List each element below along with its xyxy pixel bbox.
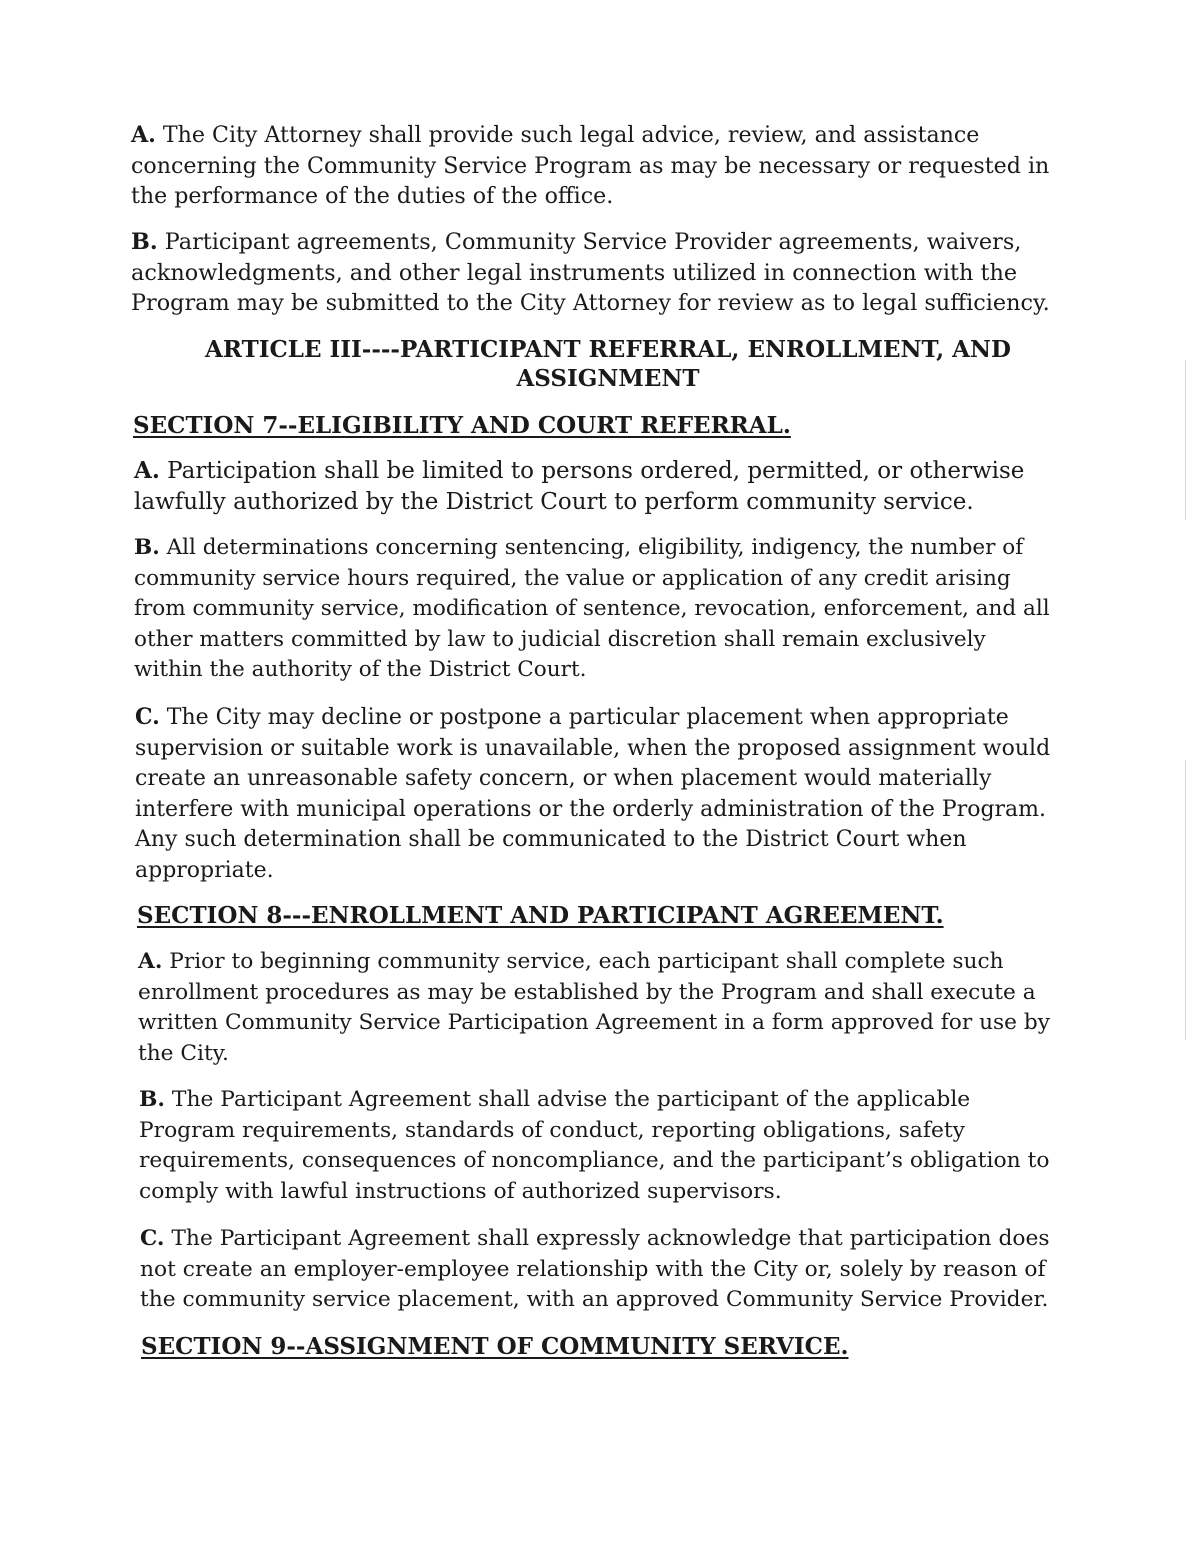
paragraph-text: written Community Service Participation Agreement in a form approved for use by [138,1010,1051,1035]
article-heading [0,335,1200,393]
article-heading-line: ASSIGNMENT [516,365,700,392]
paragraph-text: not create an employer-employee relationship with the City or, solely by reason of [140,1256,1046,1282]
item-letter: A. [131,122,156,148]
paragraph-text: within the authority of the District Court. [134,657,587,682]
paragraph-text: supervision or suitable work is unavailable, when the proposed assignment would [135,735,1051,761]
paragraph-text: appropriate. [135,857,274,883]
section-7-paragraph-a [134,456,1024,517]
paragraph-b-legal-instruments [131,227,1050,319]
article-heading-line: ARTICLE III----PARTICIPANT REFERRAL, ENROLLMENT, AND [205,336,1011,363]
item-letter: B. [131,229,158,255]
paragraph-text: concerning the Community Service Program as may be necessary or requested in [131,152,1050,179]
section-8-paragraph-c [140,1224,1050,1316]
section-8-paragraph-b [139,1085,1049,1207]
paragraph-text: acknowledgments, and other legal instruments utilized in connection with the [131,259,1018,286]
paragraph-text: comply with lawful instructions of authorized supervisors. [139,1178,782,1204]
paragraph-text: create an unreasonable safety concern, or when placement would materially [135,766,992,791]
paragraph-text: Participant agreements, Community Service Provider agreements, waivers, [157,229,1022,255]
paragraph-a-city-attorney [131,120,1049,212]
item-letter: B. [139,1087,165,1112]
paragraph-text: The Participant Agreement shall advise the participant of the applicable [165,1087,971,1112]
paragraph-text: Any such determination shall be communicated to the District Court when [135,827,967,852]
paragraph-text: enrollment procedures as may be established by the Program and shall execute a [138,979,1036,1005]
scan-edge-mark [1185,760,1186,1040]
paragraph-text: requirements, consequences of noncompliance, and the participant’s obligation to [139,1148,1050,1173]
paragraph-text: the City. [138,1040,229,1066]
section-7-paragraph-c [135,702,1050,886]
paragraph-text: Prior to beginning community service, each participant shall complete such [162,949,1004,974]
section-7-paragraph-b [134,533,1050,686]
paragraph-text: Program may be submitted to the City Attorney for review as to legal sufficiency. [131,290,1050,316]
paragraph-text: Participation shall be limited to persons ordered, permitted, or otherwise [159,458,1025,484]
paragraph-text: The City may decline or postpone a particular placement when appropriate [159,705,1009,730]
paragraph-text: Program requirements, standards of conduct, reporting obligations, safety [139,1117,965,1143]
paragraph-text: The City Attorney shall provide such legal advice, review, and assistance [155,122,980,148]
item-letter: A. [138,949,163,974]
paragraph-text: from community service, modification of sentence, revocation, enforcement, and all [134,596,1050,621]
paragraph-text: The Participant Agreement shall expressly acknowledge that participation does [164,1226,1050,1251]
item-letter: C. [135,704,160,730]
paragraph-text: interfere with municipal operations or the orderly administration of the Program. [135,796,1047,822]
section-9-heading: SECTION 9--ASSIGNMENT OF COMMUNITY SERVICE. [141,1333,849,1360]
paragraph-text: lawfully authorized by the District Court to perform community service. [134,488,974,515]
section-7-heading: SECTION 7--ELIGIBILITY AND COURT REFERRAL. [133,412,791,439]
paragraph-text: community service hours required, the value or application of any credit arising [134,565,1011,591]
paragraph-text: All determinations concerning sentencing, eligibility, indigency, the number of [159,535,1024,560]
item-letter: B. [134,535,160,560]
item-letter: A. [134,457,160,484]
section-8-paragraph-a [138,947,1050,1069]
paragraph-text: other matters committed by law to judicial discretion shall remain exclusively [134,626,986,652]
section-8-heading: SECTION 8---ENROLLMENT AND PARTICIPANT AGREEMENT. [137,902,944,929]
item-letter: C. [140,1226,165,1251]
paragraph-text: the performance of the duties of the office. [131,183,614,209]
scan-edge-mark [1185,360,1186,520]
paragraph-text: the community service placement, with an approved Community Service Provider. [140,1287,1049,1312]
